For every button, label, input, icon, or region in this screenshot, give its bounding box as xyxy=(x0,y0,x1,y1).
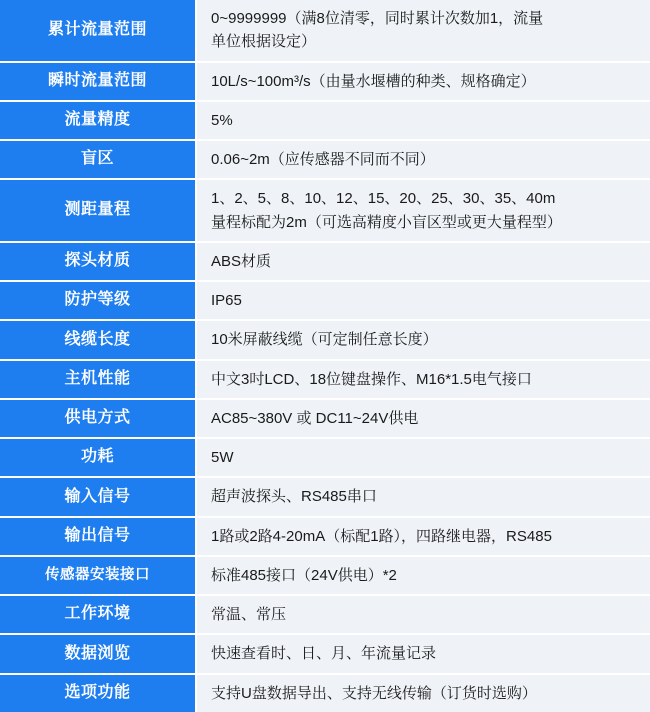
table-row xyxy=(0,242,650,281)
spec-label-cell: 瞬时流量范围 xyxy=(0,62,196,101)
table-row xyxy=(0,101,650,140)
table-row xyxy=(0,438,650,477)
spec-value-line: 5% xyxy=(211,111,233,129)
spec-value-cell xyxy=(196,140,650,179)
table-row xyxy=(0,281,650,320)
spec-value-line: 支持U盘数据导出、支持无线传输（订货时选购） xyxy=(211,684,537,702)
spec-value-line: ABS材质 xyxy=(211,252,272,270)
spec-label-cell: 线缆长度 xyxy=(0,320,196,359)
spec-value-cell xyxy=(196,320,650,359)
spec-value-cell xyxy=(196,179,650,242)
spec-value-cell xyxy=(196,399,650,438)
table-row xyxy=(0,179,650,242)
table-row xyxy=(0,477,650,516)
table-row xyxy=(0,62,650,101)
table-row xyxy=(0,0,650,62)
spec-value-cell xyxy=(196,101,650,140)
spec-label-cell: 探头材质 xyxy=(0,242,196,281)
spec-label-cell: 数据浏览 xyxy=(0,634,196,673)
spec-label-cell: 供电方式 xyxy=(0,399,196,438)
spec-value-cell xyxy=(196,595,650,634)
spec-value-cell xyxy=(196,242,650,281)
spec-value-line: 超声波探头、RS485串口 xyxy=(211,488,377,506)
spec-label-cell: 主机性能 xyxy=(0,360,196,399)
spec-value-line: 0~9999999（满8位清零，同时累计次数加1，流量 xyxy=(211,10,544,27)
spec-value-line: 0.06~2m（应传感器不同而不同） xyxy=(211,151,435,168)
spec-label-cell: 传感器安装接口 xyxy=(0,556,196,595)
spec-label-cell: 功耗 xyxy=(0,438,196,477)
table-row xyxy=(0,360,650,399)
spec-value-line: 中文3吋LCD、18位键盘操作、M16*1.5电气接口 xyxy=(211,370,532,388)
spec-value-cell xyxy=(196,62,650,101)
spec-label-cell: 累计流量范围 xyxy=(0,0,196,62)
spec-value-cell xyxy=(196,634,650,673)
spec-label-cell: 盲区 xyxy=(0,140,196,179)
spec-value-cell xyxy=(196,438,650,477)
spec-value-cell xyxy=(196,556,650,595)
table-row xyxy=(0,140,650,179)
table-row xyxy=(0,634,650,673)
table-row xyxy=(0,556,650,595)
spec-label-cell: 测距量程 xyxy=(0,179,196,242)
spec-value-line: 1、2、5、8、10、12、15、20、25、30、35、40m xyxy=(211,190,556,208)
spec-value-line: 标准485接口（24V供电）*2 xyxy=(211,566,397,584)
table-row xyxy=(0,595,650,634)
spec-value-cell xyxy=(196,477,650,516)
spec-value-line: 常温、常压 xyxy=(211,606,287,623)
spec-value-line: AC85~380V 或 DC11~24V供电 xyxy=(211,409,419,427)
spec-label-cell: 工作环境 xyxy=(0,595,196,634)
spec-value-line: 1路或2路4-20mA（标配1路），四路继电器，RS485 xyxy=(211,527,552,545)
spec-value-line: 单位根据设定） xyxy=(211,33,317,51)
spec-label-cell: 选项功能 xyxy=(0,674,196,712)
spec-label-cell: 防护等级 xyxy=(0,281,196,320)
table-row xyxy=(0,674,650,712)
spec-label-cell: 流量精度 xyxy=(0,101,196,140)
spec-label-cell: 输入信号 xyxy=(0,477,196,516)
spec-value-line: 10米屏蔽线缆（可定制任意长度） xyxy=(211,331,438,349)
spec-value-line: 快速查看时、日、月、年流量记录 xyxy=(211,645,437,663)
spec-value-cell xyxy=(196,674,650,712)
table-row xyxy=(0,320,650,359)
table-row xyxy=(0,399,650,438)
spec-value-line: IP65 xyxy=(211,292,242,309)
table-row xyxy=(0,517,650,556)
spec-label-cell: 输出信号 xyxy=(0,517,196,556)
spec-value-cell xyxy=(196,517,650,556)
spec-value-cell xyxy=(196,281,650,320)
spec-value-line: 量程标配为2m（可选高精度小盲区型或更大量程型） xyxy=(211,213,562,231)
spec-value-cell xyxy=(196,360,650,399)
spec-value-line: 10L/s~100m³/s（由量水堰槽的种类、规格确定） xyxy=(211,72,536,90)
spec-value-line: 5W xyxy=(211,449,234,466)
spec-value-cell xyxy=(196,0,650,62)
